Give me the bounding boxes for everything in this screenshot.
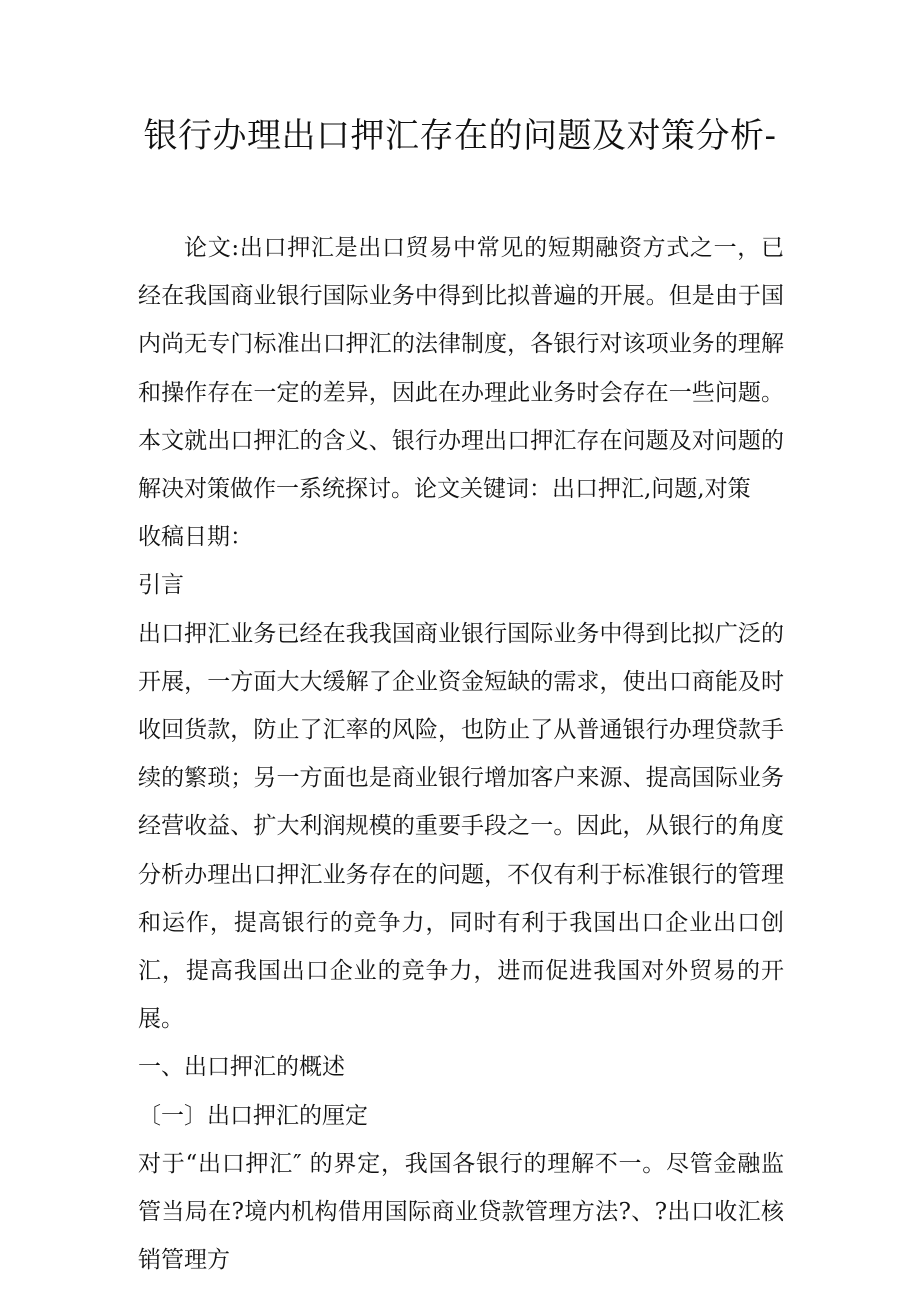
abstract-paragraph: 论文:出口押汇是出口贸易中常见的短期融资方式之一，已经在我国商业银行国际业务中得到比拟普遍的开展。但是由于国内尚无专门标准出口押汇的法律制度，各银行对该项业务的理解和操作存在一定的差异，因此在办理此业务时会存在一些问题。本文就出口押汇的含义、银行办理出口押汇存在问题及对问题的解决对策做作一系统探讨。论文关键词：出口押汇,问题,对策 xyxy=(138,235,784,503)
document-body xyxy=(138,224,784,1284)
subsection-heading-definition: 〔一〕出口押汇的厘定 xyxy=(138,1102,368,1129)
received-date-line: 收稿日期： xyxy=(138,524,253,551)
introduction-paragraph: 出口押汇业务已经在我我国商业银行国际业务中得到比拟广泛的开展，一方面大大缓解了企业资金短缺的需求，使出口商能及时收回货款，防止了汇率的风险，也防止了从普通银行办理贷款手续的繁琐；另一方面也是商业银行增加客户来源、提高国际业务经营收益、扩大利润规模的重要手段之一。因此，从银行的角度分析办理出口押汇业务存在的问题，不仅有利于标准银行的管理和运作，提高银行的竞争力，同时有利于我国出口企业出口创汇，提高我国出口企业的竞争力，进而促进我国对外贸易的开展。 xyxy=(138,620,784,1033)
definition-paragraph: 对于“出口押汇″ 的界定，我国各银行的理解不一。尽管金融监管当局在?境内机构借用国际商业贷款管理方法?、?出口收汇核销管理方 xyxy=(138,1150,784,1274)
section-heading-overview: 一、出口押汇的概述 xyxy=(138,1054,345,1081)
document-title: 银行办理出口押汇存在的问题及对策分析- xyxy=(143,116,777,156)
section-heading-introduction: 引言 xyxy=(138,572,184,599)
